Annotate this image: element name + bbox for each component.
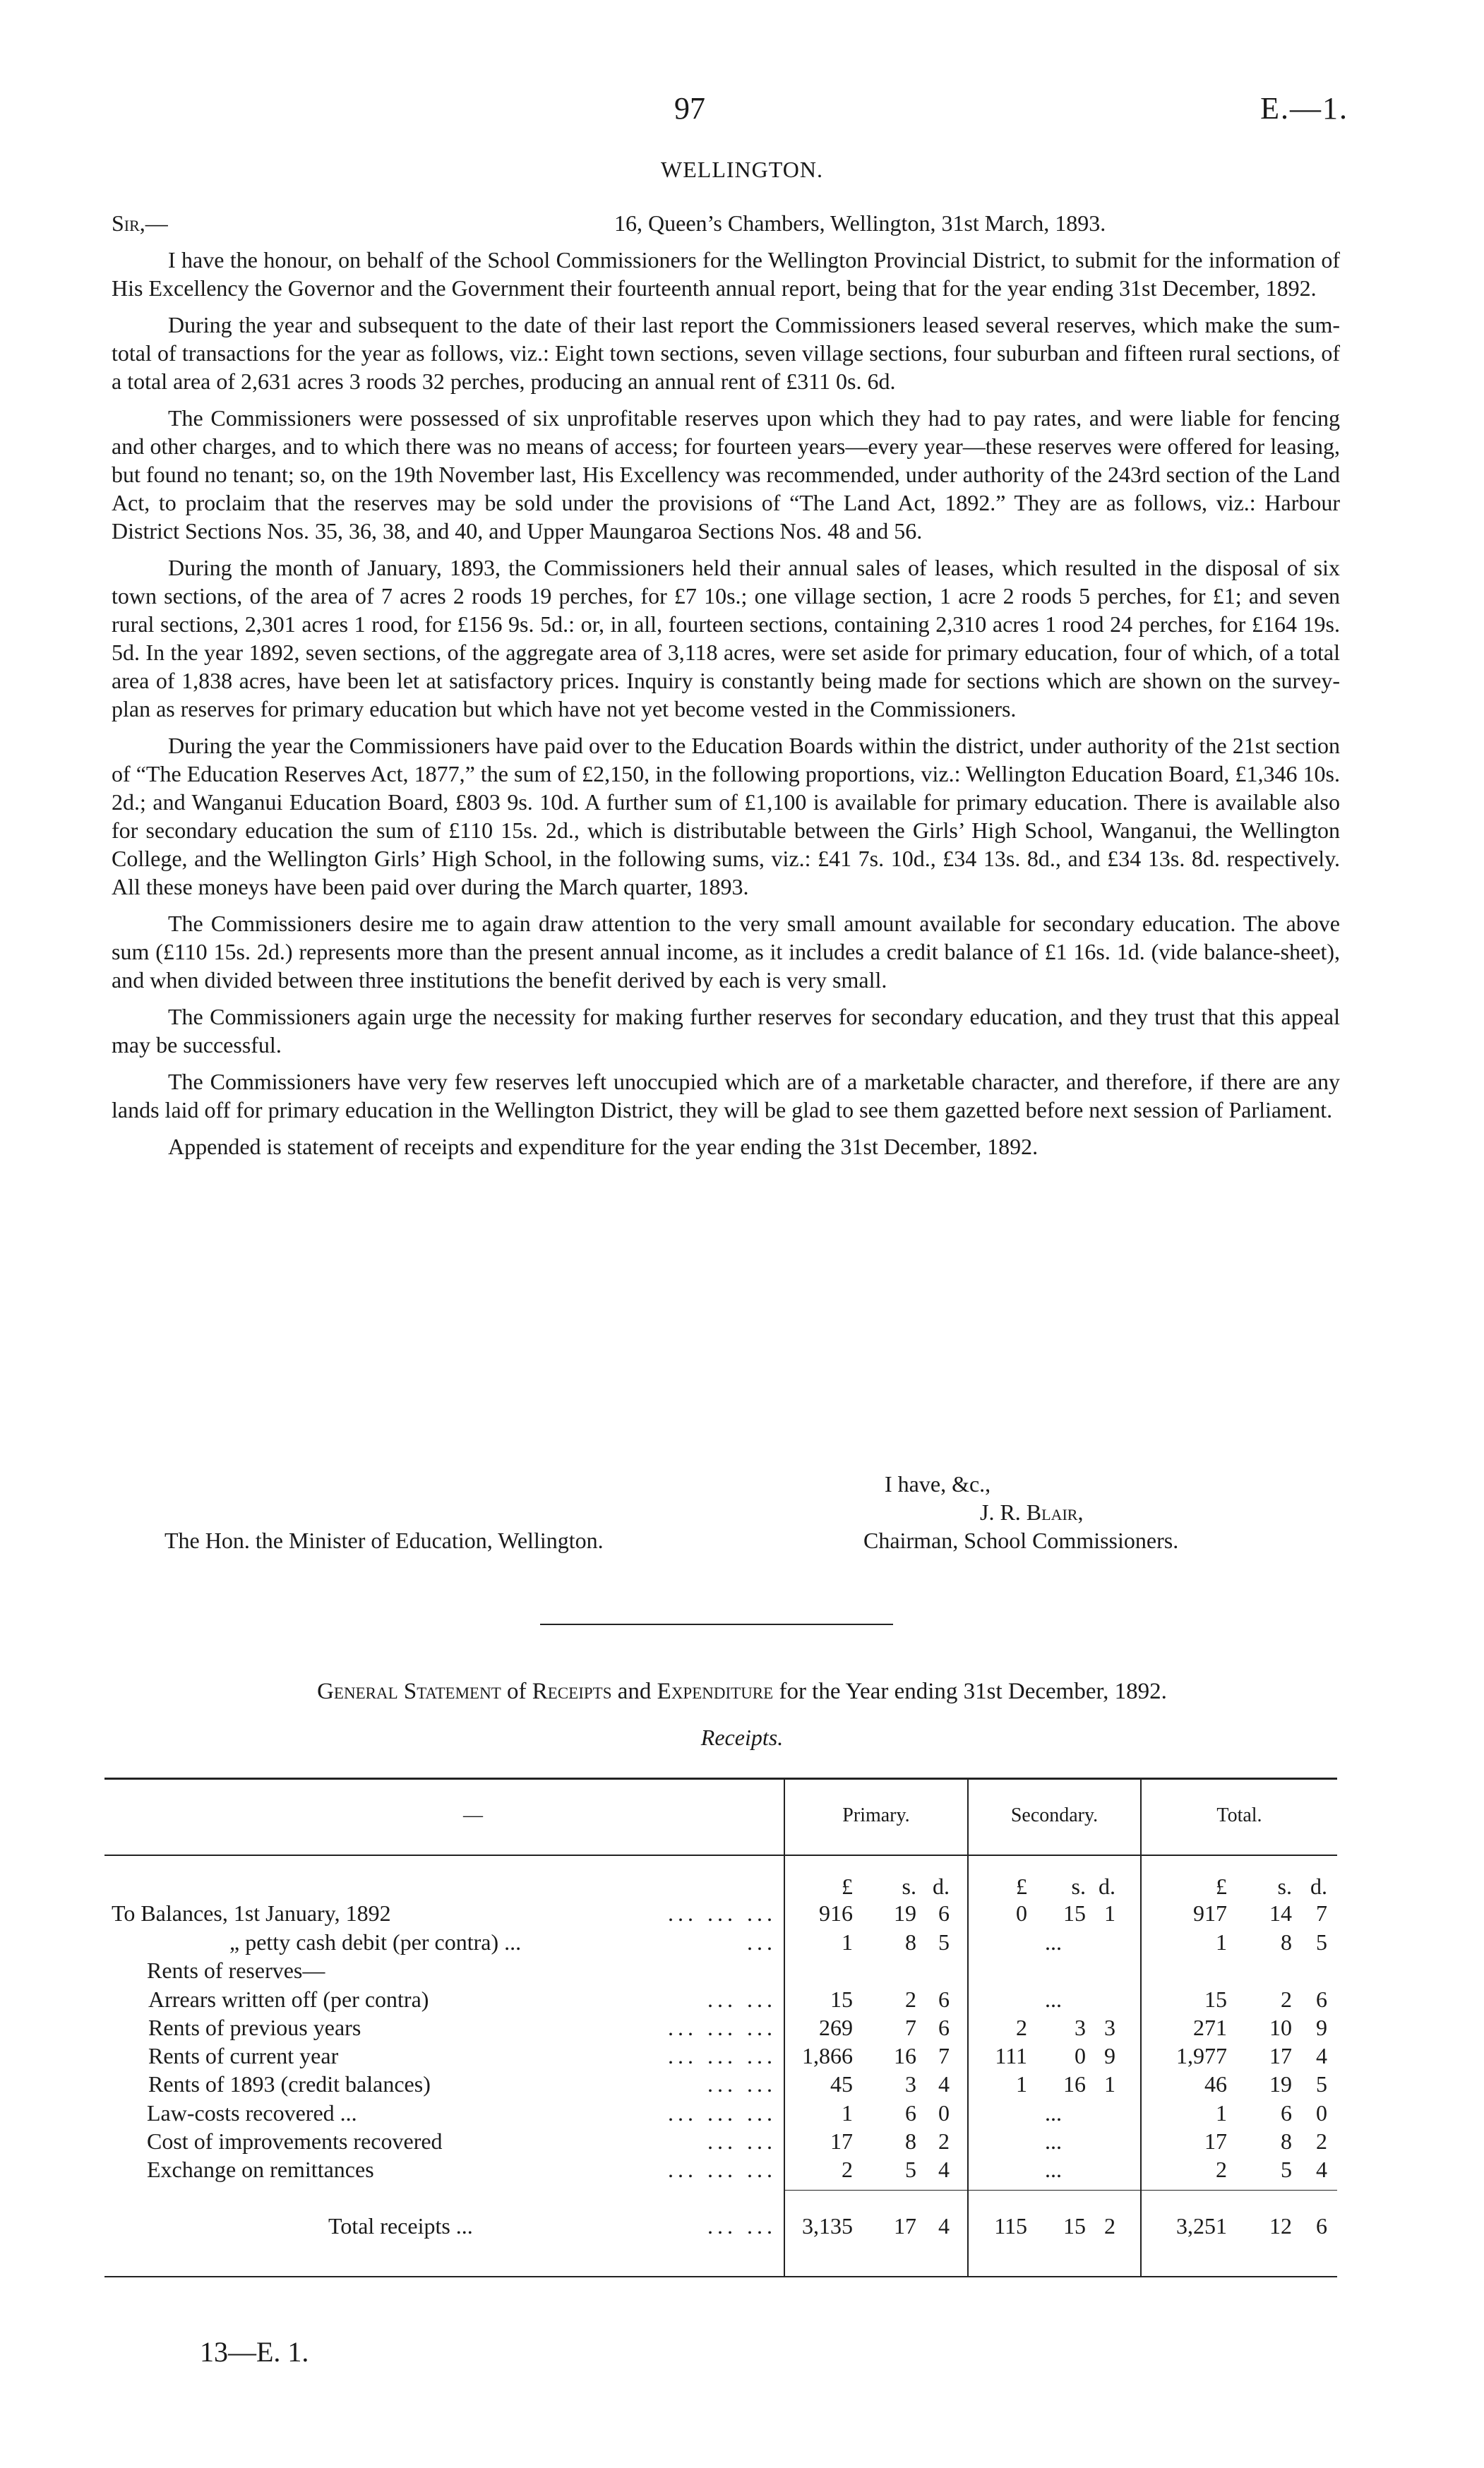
total-amount: 7 <box>1316 1900 1327 1926</box>
primary-amount: 8 <box>905 2128 916 2154</box>
total-amount: 5 <box>1316 1929 1327 1955</box>
primary-amount: 4 <box>938 2157 950 2182</box>
paragraph: Appended is statement of receipts and expenditure for the year ending the 31st December, 1892. <box>168 1134 1039 1159</box>
secondary-amount: 16 <box>1063 2071 1086 2097</box>
primary-amount: 2 <box>938 2128 950 2154</box>
total-amount: 1 <box>1216 1929 1227 1955</box>
secondary-amount: 0 <box>1075 2043 1086 2068</box>
secondary-amount: 9 <box>1104 2043 1115 2068</box>
statement-subtitle: Receipts. <box>700 1725 784 1750</box>
total-amount: 8 <box>1281 2128 1292 2154</box>
row-label: Exchange on remittances <box>147 2157 374 2182</box>
secondary-amount: 111 <box>995 2043 1027 2068</box>
primary-amount: 0 <box>938 2100 950 2126</box>
leader-dots: ... ... ... <box>668 1900 777 1926</box>
leader-dots: ... ... ... <box>668 2157 777 2182</box>
secondary-amount: 3 <box>1075 2015 1086 2040</box>
letter-body <box>112 246 1340 1169</box>
primary-amount: 15 <box>830 1987 853 2012</box>
title-part: Receipts <box>532 1679 612 1704</box>
secondary-nil: ... <box>1045 2128 1062 2154</box>
row-label: To Balances, 1st January, 1892 <box>112 1900 391 1926</box>
row-label: Arrears written off (per contra) <box>148 1987 429 2012</box>
primary-total: 3,135 <box>802 2213 853 2239</box>
table-bottom-rule <box>104 2276 1337 2277</box>
statement-title <box>0 1679 1484 1705</box>
total-amount: 2 <box>1281 1987 1292 2012</box>
secondary-total: 15 <box>1063 2213 1086 2239</box>
secondary-amount: 0 <box>1016 1900 1027 1926</box>
primary-amount: 6 <box>938 1987 950 2012</box>
paragraph: During the year and subsequent to the date of their last report the Commissioners leased several reserves, which make the sum-total of transactions for the year as follows, viz.: Eight town sections, seven village sections, four suburban and fifteen rural sections, of a total area of 2,631 acres 3 roods 32 perches, producing an annual rent of £311 0s. 6d. <box>112 312 1340 394</box>
total-amount: 4 <box>1316 2157 1327 2182</box>
total-amount: 19 <box>1269 2071 1292 2097</box>
primary-amount: 4 <box>938 2071 950 2097</box>
salutation: Sir,— <box>112 210 168 236</box>
grand-total: 3,251 <box>1176 2213 1227 2239</box>
primary-amount: 3 <box>905 2071 916 2097</box>
title-part: General Statement <box>317 1679 501 1704</box>
total-amount: 5 <box>1281 2157 1292 2182</box>
primary-amount: 1 <box>842 2100 853 2126</box>
unit-label: s. <box>1277 1874 1292 1899</box>
unit-label: d. <box>1099 1874 1115 1899</box>
row-label: Rents of reserves— <box>147 1958 325 1983</box>
recipient: The Hon. the Minister of Education, Wellington. <box>164 1528 604 1553</box>
primary-amount: 45 <box>830 2071 853 2097</box>
section-divider <box>540 1624 893 1625</box>
row-label: Rents of 1893 (credit balances) <box>148 2071 431 2097</box>
column-header-primary: Primary. <box>842 1804 910 1826</box>
secondary-total: 115 <box>994 2213 1027 2239</box>
primary-amount: 6 <box>938 1900 950 1926</box>
secondary-total: 2 <box>1104 2213 1115 2239</box>
secondary-amount: 1 <box>1104 2071 1115 2097</box>
primary-amount: 8 <box>905 1929 916 1955</box>
leader-dots: ... <box>747 1929 777 1955</box>
table-header-rule <box>104 1855 1337 1856</box>
total-amount: 271 <box>1193 2015 1227 2040</box>
secondary-nil: ... <box>1045 2100 1062 2126</box>
primary-amount: 19 <box>894 1900 916 1926</box>
total-label: Total receipts ... <box>328 2213 473 2239</box>
total-amount: 46 <box>1204 2071 1227 2097</box>
primary-amount: 7 <box>905 2015 916 2040</box>
paragraph: The Commissioners desire me to again draw attention to the very small amount available for secondary education. The above sum (£110 15s. 2d.) represents more than the present annual income, as it includes a credit balance of £1 16s. 1d. (vide balance-sheet), and when divided between three institutions the benefit derived by each is very small. <box>112 911 1340 993</box>
leader-dots: ... ... <box>707 2071 777 2097</box>
row-label: Rents of current year <box>148 2043 339 2068</box>
secondary-nil: ... <box>1045 1987 1062 2012</box>
unit-label: d. <box>933 1874 950 1899</box>
primary-total: 17 <box>894 2213 916 2239</box>
address-date: 16, Queen’s Chambers, Wellington, 31st March, 1893. <box>614 210 1106 236</box>
total-amount: 10 <box>1269 2015 1292 2040</box>
row-label: „ petty cash debit (per contra) ... <box>229 1929 522 1955</box>
total-amount: 4 <box>1316 2043 1327 2068</box>
title-part: of <box>501 1679 532 1704</box>
total-amount: 917 <box>1193 1900 1227 1926</box>
paragraph: The Commissioners have very few reserves left unoccupied which are of a marketable character, and therefore, if there are any lands laid off for primary education in the Wellington District, they will be glad to see them gazetted before next session of Parliament. <box>112 1069 1340 1122</box>
leader-dots: ... ... <box>707 1987 777 2012</box>
paragraph: During the month of January, 1893, the Commissioners held their annual sales of leases, which resulted in the disposal of six town sections, of the area of 7 acres 2 roods 19 perches, for £7 10s.; one village section, 1 acre 2 roods 5 perches, for £1; and seven rural sections, 2,301 acres 1 rood, for £156 9s. 5d.: or, in all, fourteen sections, containing 2,310 acres 1 rood 24 perches, for £164 19s. 5d. In the year 1892, seven sections, of the aggregate area of 3,118 acres, were set aside for primary education, four of which, of a total area of 1,838 acres, have been let at satisfactory prices. Inquiry is constantly being made for sections which are shown on the survey-plan as reserves for primary education but which have not yet become vested in the Commissioners. <box>112 555 1340 721</box>
total-amount: 1 <box>1216 2100 1227 2126</box>
grand-total: 12 <box>1269 2213 1292 2239</box>
primary-amount: 1,866 <box>802 2043 853 2068</box>
grand-total: 6 <box>1316 2213 1327 2239</box>
unit-label: s. <box>902 1874 916 1899</box>
unit-label: £ <box>842 1874 853 1899</box>
primary-amount: 5 <box>938 1929 950 1955</box>
signature-mark: 13—E. 1. <box>200 2336 309 2368</box>
primary-amount: 2 <box>842 2157 853 2182</box>
signatory-name: J. R. Blair, <box>980 1499 1084 1525</box>
secondary-nil: ... <box>1045 2157 1062 2182</box>
leader-dots: ... ... <box>707 2213 777 2239</box>
total-amount: 15 <box>1204 1987 1227 2012</box>
unit-label: £ <box>1016 1874 1027 1899</box>
primary-amount: 16 <box>894 2043 916 2068</box>
title-part: and <box>611 1679 657 1704</box>
primary-amount: 269 <box>819 2015 853 2040</box>
primary-amount: 7 <box>938 2043 950 2068</box>
leader-dots: ... ... <box>707 2128 777 2154</box>
paragraph: During the year the Commissioners have paid over to the Education Boards within the district, under authority of the 21st section of “The Education Reserves Act, 1877,” the sum of £2,150, in the following proportions, viz.: Wellington Education Board, £1,346 10s. 2d.; and Wanganui Education Board, £803 9s. 10d. A further sum of £1,100 is available for primary education. There is available also for secondary education the sum of £110 15s. 2d., which is distributable between the Girls’ High School, Wanganui, the Wellington College, and the Wellington Girls’ High School, in the following sums, viz.: £41 7s. 10d., £34 13s. 8d., and £34 13s. 8d. respectively. All these moneys have been paid over during the March quarter, 1893. <box>112 733 1340 899</box>
unit-label: s. <box>1071 1874 1086 1899</box>
primary-amount: 17 <box>830 2128 853 2154</box>
primary-amount: 5 <box>905 2157 916 2182</box>
total-top-rule <box>784 2190 1337 2191</box>
row-label: Rents of previous years <box>148 2015 361 2040</box>
primary-amount: 916 <box>819 1900 853 1926</box>
leader-dots: ... ... ... <box>668 2100 777 2126</box>
page-number: 97 <box>674 91 705 126</box>
total-amount: 0 <box>1316 2100 1327 2126</box>
primary-amount: 6 <box>905 2100 916 2126</box>
total-amount: 17 <box>1204 2128 1227 2154</box>
secondary-nil: ... <box>1045 1929 1062 1955</box>
primary-amount: 2 <box>905 1987 916 2012</box>
secondary-amount: 1 <box>1104 1900 1115 1926</box>
row-label: Law-costs recovered ... <box>147 2100 357 2126</box>
secondary-amount: 3 <box>1104 2015 1115 2040</box>
column-header-label: — <box>463 1804 483 1826</box>
total-amount: 9 <box>1316 2015 1327 2040</box>
total-amount: 17 <box>1269 2043 1292 2068</box>
paragraph: I have the honour, on behalf of the School Commissioners for the Wellington Provincial District, to submit for the information of His Excellency the Governor and the Government their fourteenth annual report, being that for the year ending 31st December, 1892. <box>112 247 1340 301</box>
leader-dots: ... ... ... <box>668 2043 777 2068</box>
signatory-title: Chairman, School Commissioners. <box>863 1528 1179 1553</box>
paragraph: The Commissioners again urge the necessity for making further reserves for secondary education, and they trust that this appeal may be successful. <box>112 1004 1340 1058</box>
primary-amount: 1 <box>842 1929 853 1955</box>
total-amount: 2 <box>1316 2128 1327 2154</box>
total-amount: 8 <box>1281 1929 1292 1955</box>
table-top-rule-inner <box>104 1779 1337 1780</box>
title-part: for the Year ending 31st December, 1892. <box>773 1679 1167 1704</box>
unit-label: d. <box>1310 1874 1327 1899</box>
total-amount: 6 <box>1281 2100 1292 2126</box>
document-reference: E.—1. <box>1260 91 1348 126</box>
total-amount: 14 <box>1269 1900 1292 1926</box>
total-amount: 6 <box>1316 1987 1327 2012</box>
location-heading: WELLINGTON. <box>661 157 823 182</box>
secondary-amount: 15 <box>1063 1900 1086 1926</box>
title-part: Expenditure <box>657 1679 774 1704</box>
row-label: Cost of improvements recovered <box>147 2128 443 2154</box>
leader-dots: ... ... ... <box>668 2015 777 2040</box>
unit-label: £ <box>1216 1874 1227 1899</box>
primary-amount: 6 <box>938 2015 950 2040</box>
secondary-amount: 1 <box>1016 2071 1027 2097</box>
total-amount: 1,977 <box>1176 2043 1227 2068</box>
secondary-amount: 2 <box>1016 2015 1027 2040</box>
column-header-total: Total. <box>1216 1804 1262 1826</box>
paragraph: The Commissioners were possessed of six unprofitable reserves upon which they had to pay rates, and were liable for fencing and other charges, and to which there was no means of access; for fourteen years—every year—these reserves were offered for leasing, but found no tenant; so, on the 19th November last, His Excellency was recommended, under authority of the 243rd section of the Land Act, to proclaim that the reserves may be sold under the provisions of “The Land Act, 1892.” They are as follows, viz.: Harbour District Sections Nos. 35, 36, 38, and 40, and Upper Maungaroa Sections Nos. 48 and 56. <box>112 405 1340 544</box>
total-amount: 2 <box>1216 2157 1227 2182</box>
primary-total: 4 <box>938 2213 950 2239</box>
column-header-secondary: Secondary. <box>1010 1804 1099 1826</box>
total-amount: 5 <box>1316 2071 1327 2097</box>
closing: I have, &c., <box>885 1471 991 1497</box>
